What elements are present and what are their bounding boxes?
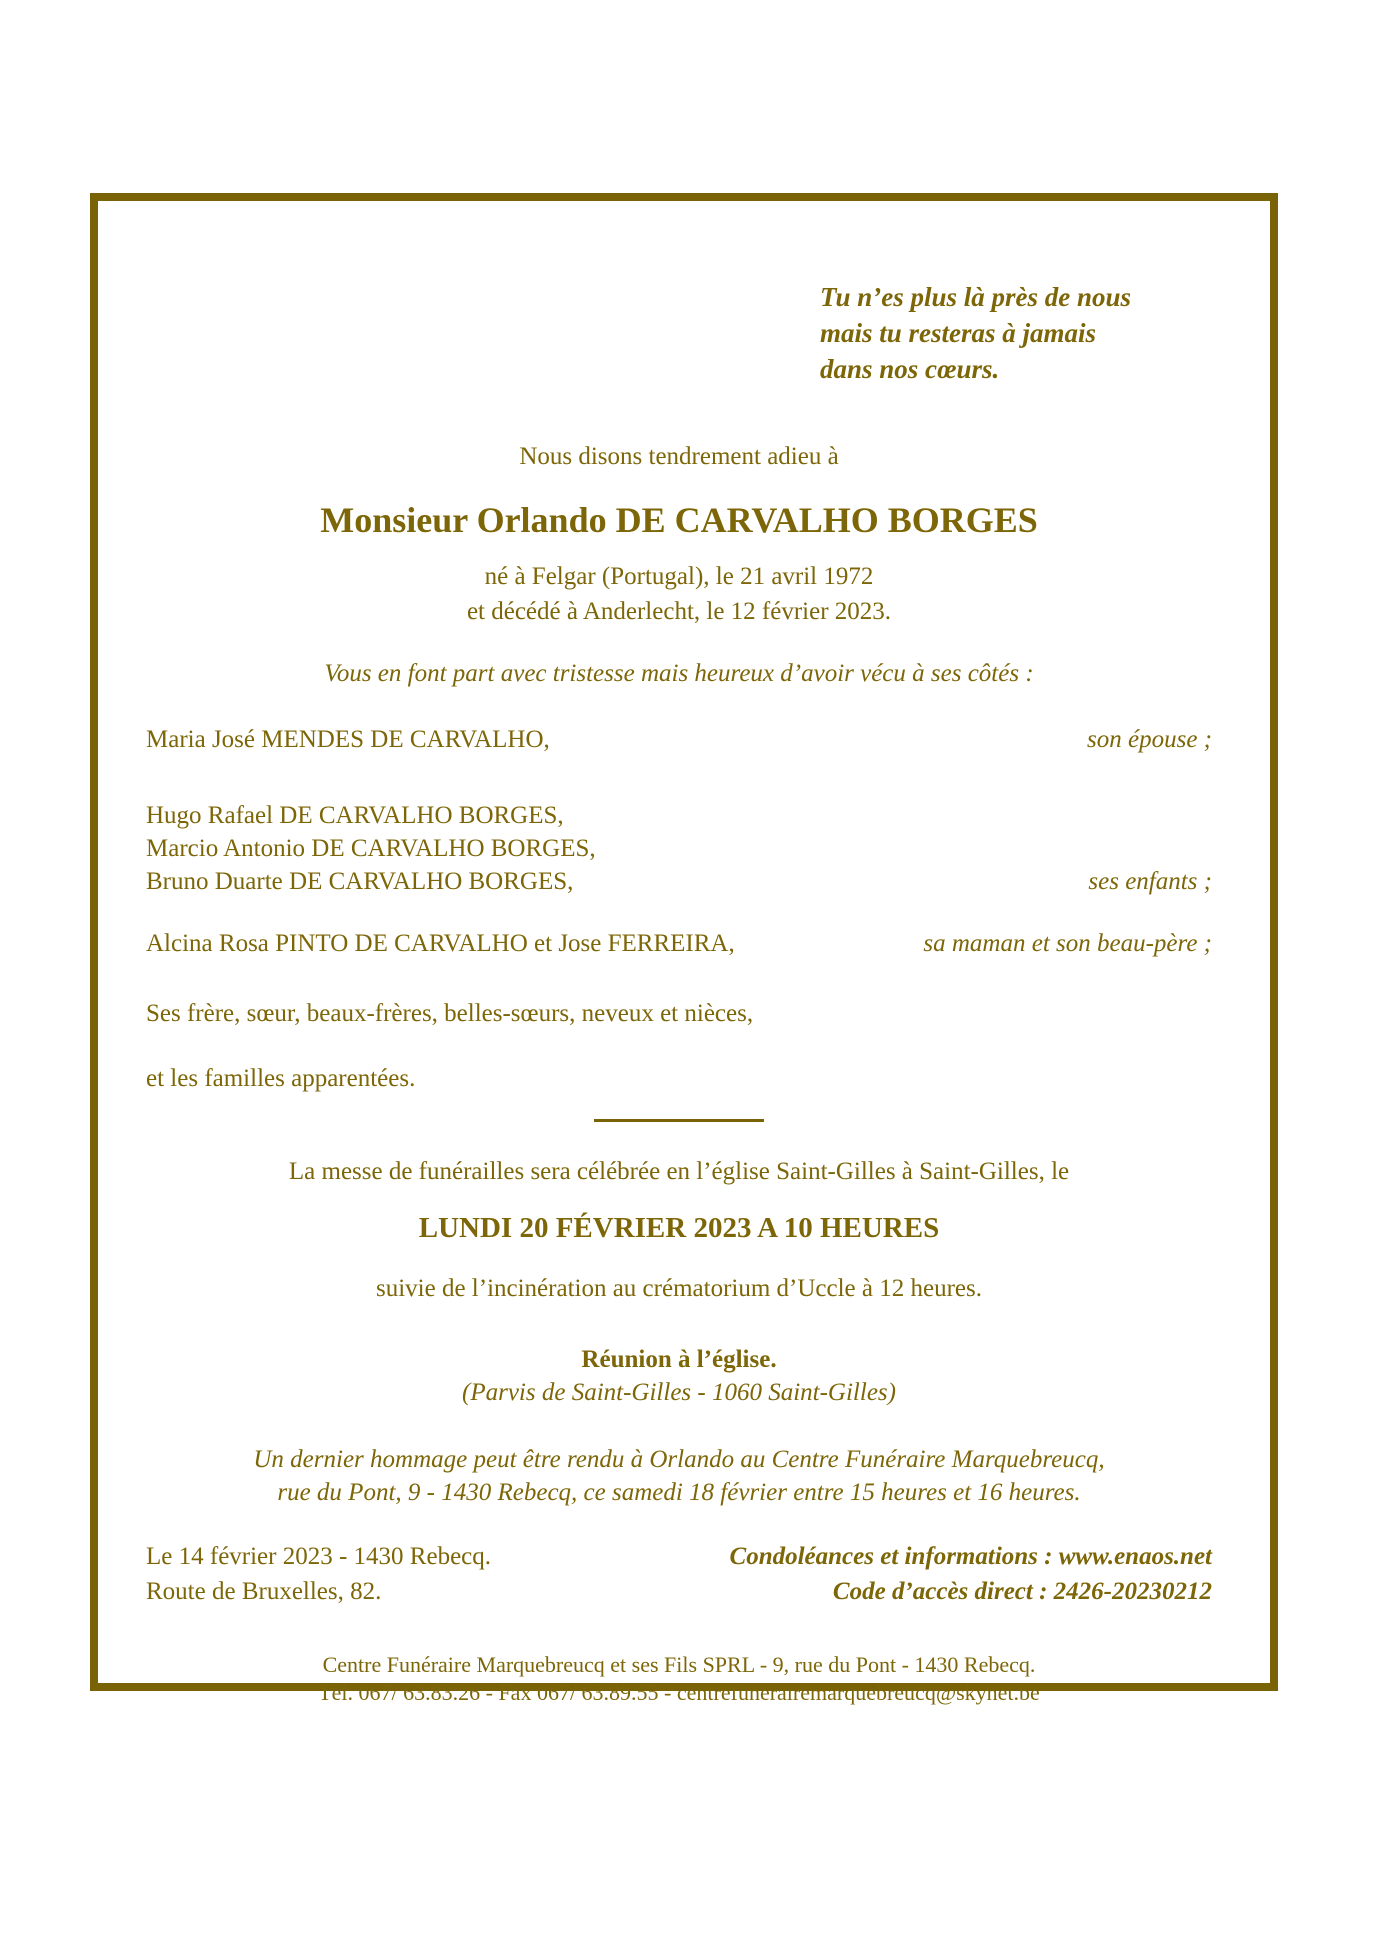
announcement-line: Vous en font part avec tristesse mais heureux d’avoir vécu à ses côtés :: [324, 660, 1034, 687]
families-line: et les familles apparentées.: [146, 1065, 416, 1092]
dateline-line: Le 14 février 2023 - 1430 Rebecq.: [146, 1543, 492, 1570]
homage-line: Un dernier hommage peut être rendu à Orlando au Centre Funéraire Marquebreucq,: [253, 1446, 1105, 1473]
birth-death-block: [146, 559, 1212, 629]
section-divider: [594, 1119, 764, 1122]
meeting-location: (Parvis de Saint-Gilles - 1060 Saint-Gilles): [462, 1379, 896, 1406]
homage-block: [146, 1443, 1212, 1509]
children-relation: ses enfants ;: [1088, 868, 1212, 895]
quote-line: dans nos cœurs.: [820, 354, 1000, 384]
parents-relation: sa maman et son beau-père ;: [923, 930, 1212, 957]
mass-announcement: La messe de funérailles sera célébrée en l’église Saint-Gilles à Saint-Gilles, le: [288, 1158, 1070, 1185]
children-names: [146, 799, 596, 898]
homage-line: rue du Pont, 9 - 1430 Rebecq, ce samedi 18 février entre 15 heures et 16 heures.: [277, 1479, 1081, 1506]
quote-line: Tu n’es plus là près de nous: [820, 282, 1132, 312]
dateline-line: Route de Bruxelles, 82.: [146, 1578, 382, 1605]
announcement-content: [98, 279, 1270, 1761]
birth-line: né à Felgar (Portugal), le 21 avril 1972: [484, 563, 874, 590]
farewell-intro: Nous disons tendrement adieu à: [519, 443, 839, 470]
child-name: Marcio Antonio DE CARVALHO BORGES,: [146, 835, 596, 862]
mass-datetime: LUNDI 20 FÉVRIER 2023 A 10 HEURES: [418, 1212, 940, 1244]
relatives-line: Ses frère, sœur, beaux-frères, belles-sœurs, neveux et nièces,: [146, 1000, 754, 1027]
family-row-spouse: [146, 723, 1212, 756]
announcement-border-frame: [90, 193, 1278, 1705]
funeral-home-address-line: Centre Funéraire Marquebreucq et ses Fils SPRL - 9, rue du Pont - 1430 Rebecq.: [322, 1652, 1036, 1677]
spouse-name: Maria José MENDES DE CARVALHO,: [146, 726, 550, 753]
death-line: et décédé à Anderlecht, le 12 février 2023.: [466, 598, 892, 625]
memorial-quote: [820, 279, 1212, 387]
family-row-parents: [146, 927, 1212, 960]
child-name: Bruno Duarte DE CARVALHO BORGES,: [146, 868, 574, 895]
funeral-home-footer: [146, 1651, 1212, 1707]
condolences-website-line: Condoléances et informations : www.enaos.net: [729, 1543, 1212, 1570]
child-name: Hugo Rafael DE CARVALHO BORGES,: [146, 802, 564, 829]
deceased-name: Monsieur Orlando DE CARVALHO BORGES: [320, 500, 1038, 540]
funeral-home-contact-line: Tél. 067/ 63.83.26 - Fax 067/ 63.89.55 - centrefunerairemarquebreucq@skynet.be: [318, 1680, 1040, 1705]
dateline-block: [146, 1539, 491, 1609]
meeting-line: Réunion à l’église.: [581, 1346, 777, 1373]
spouse-relation: son épouse ;: [1087, 726, 1212, 753]
cremation-line: suivie de l’incinération au crématorium d’Uccle à 12 heures.: [375, 1275, 982, 1302]
quote-line: mais tu resteras à jamais: [820, 318, 1097, 348]
dateline-condolences-block: [146, 1539, 1212, 1609]
condolences-access-code-line: Code d’accès direct : 2426-20230212: [832, 1578, 1212, 1605]
parents-names: Alcina Rosa PINTO DE CARVALHO et Jose FERREIRA,: [146, 930, 735, 957]
condolences-block: [730, 1539, 1212, 1609]
family-row-children: [146, 799, 1212, 898]
